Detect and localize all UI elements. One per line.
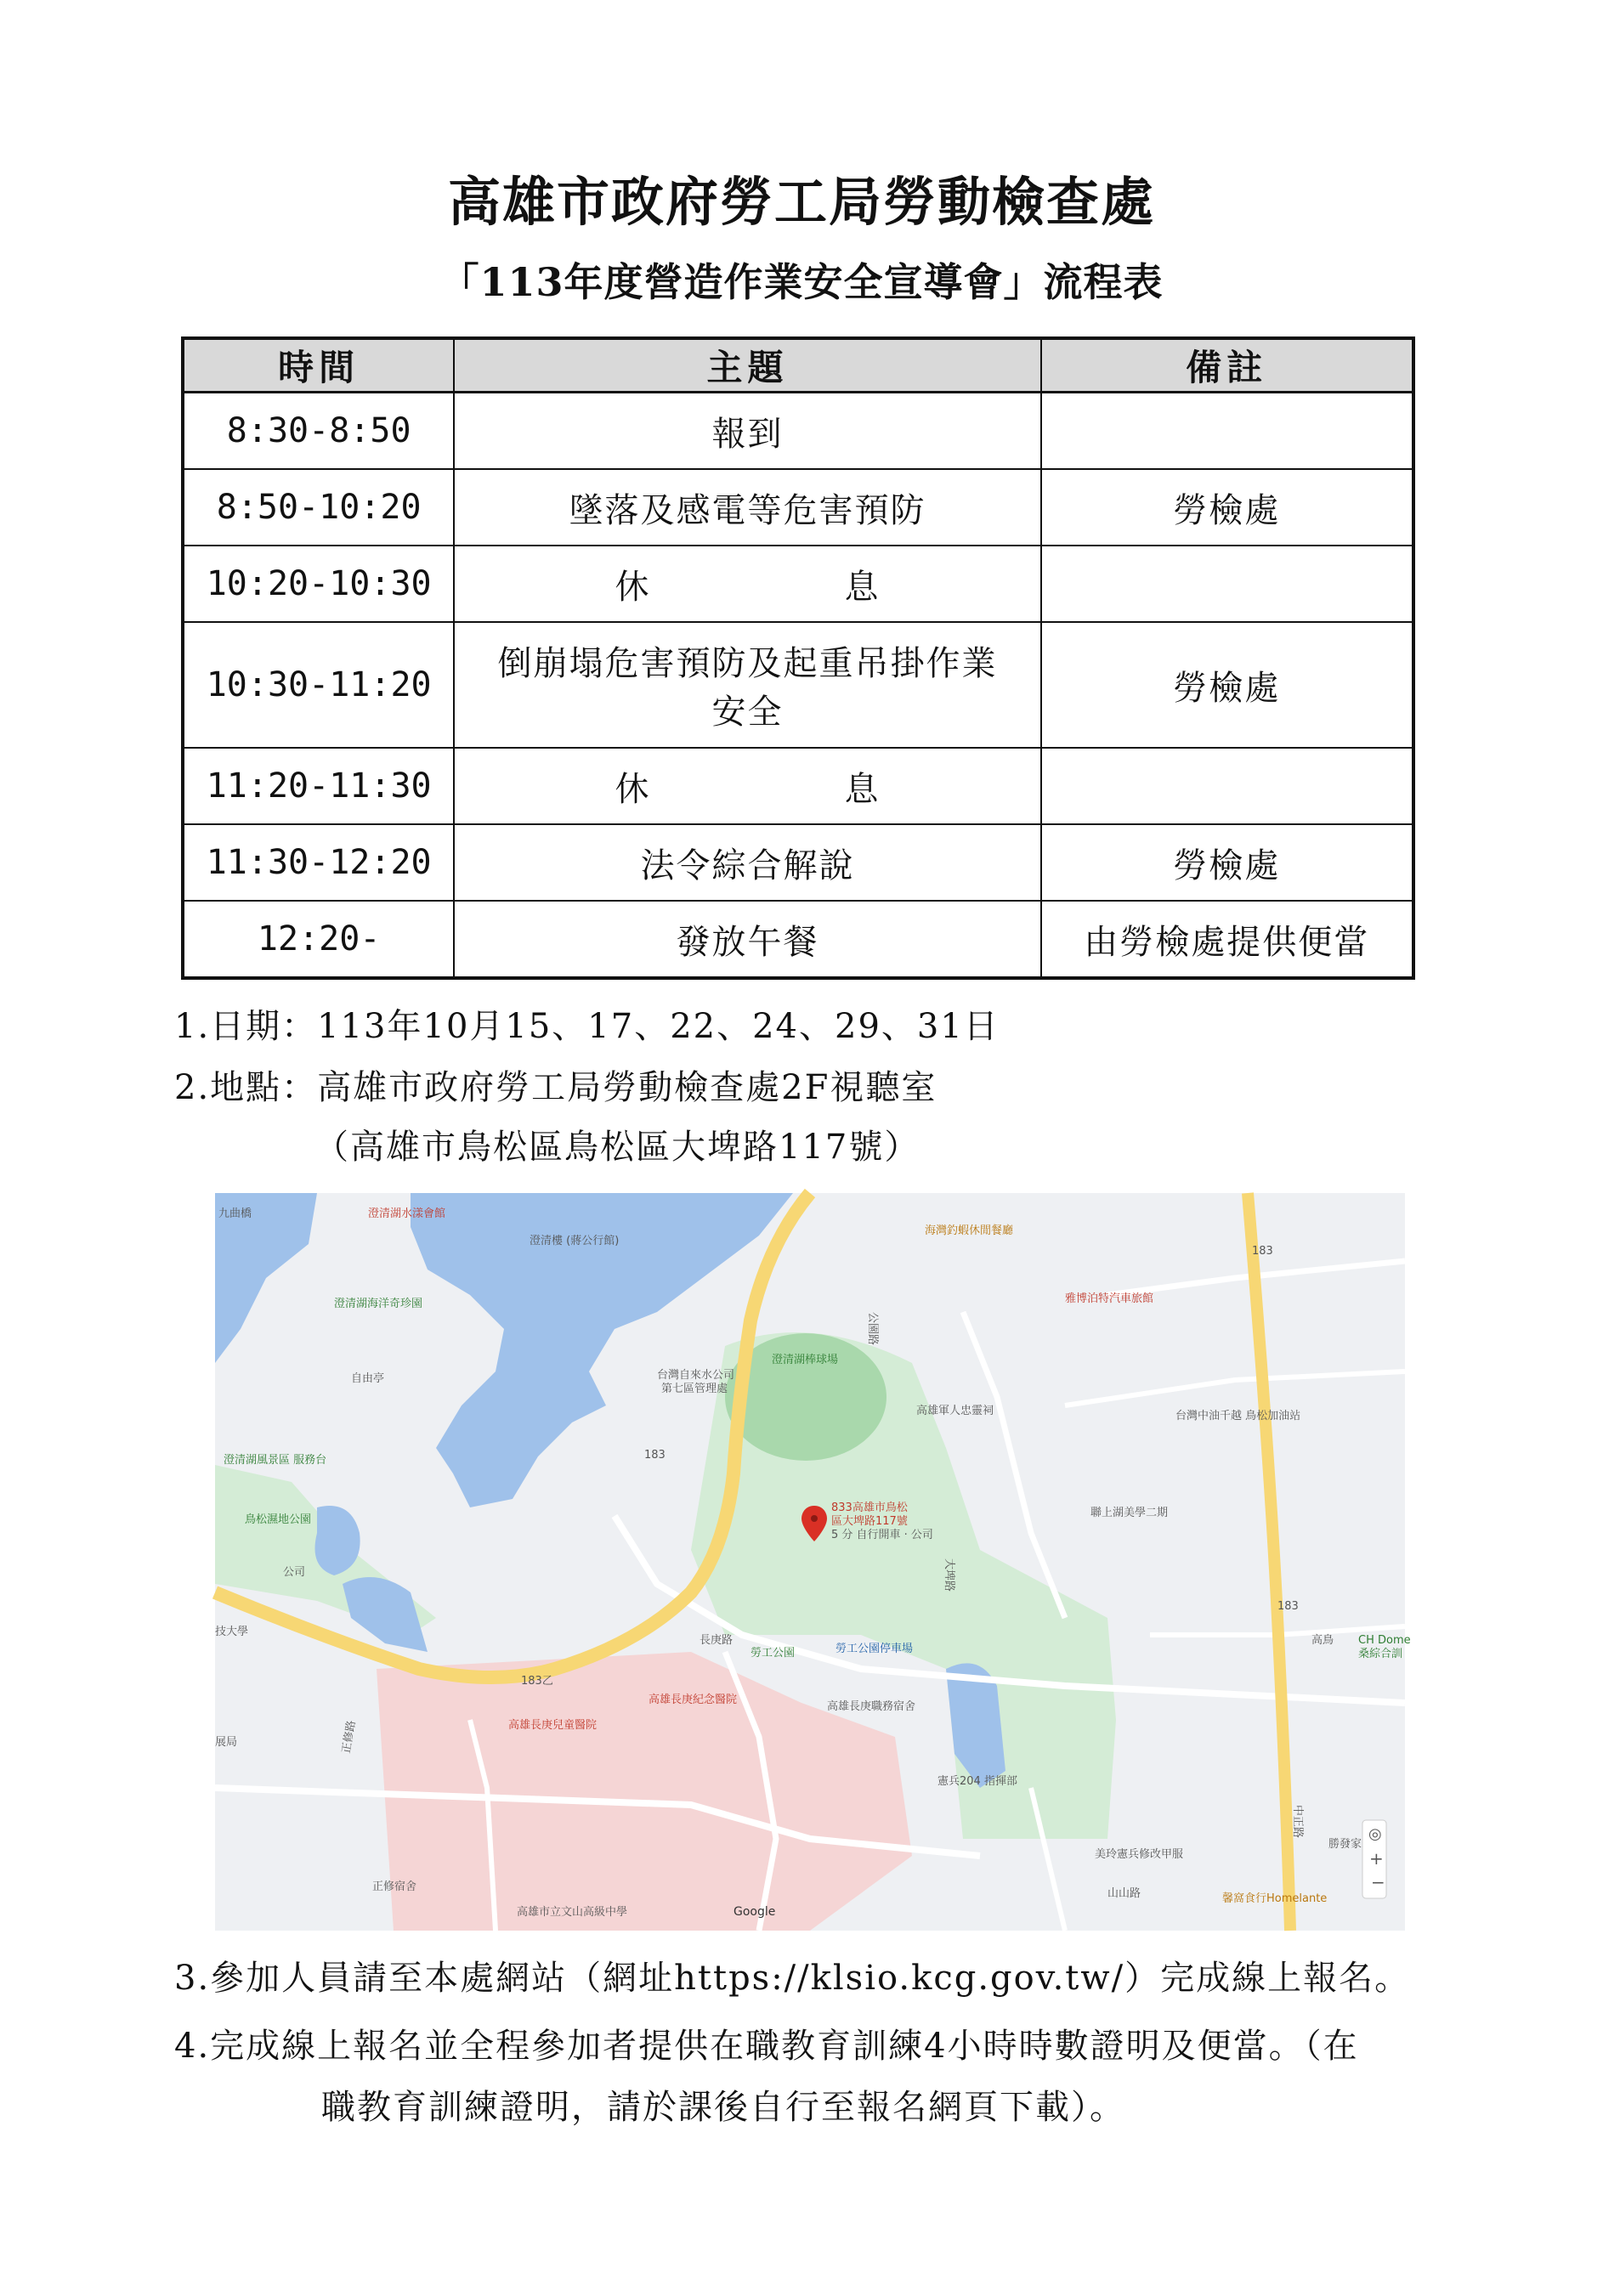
info-certificate-1: 4.完成線上報名並全程參加者提供在職教育訓練4小時時數證明及便當。（在 (174, 2027, 1359, 2066)
table-row (183, 748, 1413, 824)
map-label-destination-1: 833高雄市鳥松 (831, 1501, 908, 1514)
map-label-zhengxiu-dorm: 正修宿舍 (372, 1880, 417, 1893)
row-topic: 報到 (454, 393, 1040, 470)
map-label-ocean-museum: 澄清湖海洋奇珍園 (334, 1298, 423, 1310)
map-label-road-183: 183 (644, 1449, 666, 1462)
row-topic (454, 622, 1040, 748)
table-row (183, 393, 1413, 470)
map-label-company: 公司 (283, 1566, 306, 1579)
map-label-road-183r2: 183 (1277, 1600, 1299, 1613)
table-row (183, 546, 1413, 622)
table-row (183, 469, 1413, 546)
map-label-homelante: 馨窩食行Homelante (1222, 1892, 1328, 1905)
map-label-google: Google (734, 1905, 776, 1919)
map-label-gongyuan: 公園路 (866, 1312, 879, 1346)
map-label-fishing: 海灣釣蝦休閒餐廳 (925, 1224, 1014, 1237)
location-map[interactable] (215, 1193, 1411, 1931)
map-canvas (215, 1193, 1411, 1931)
row-topic (454, 546, 1040, 622)
map-label-jiefa: 勝發家 (1328, 1838, 1362, 1851)
table-header-row (183, 338, 1413, 393)
map-label-zhongxing: 澄清樓 (蔣公行館) (530, 1235, 620, 1247)
map-label-labor-parking: 勞工公園停車場 (835, 1643, 914, 1655)
map-label-changgeng-road: 長庚路 (700, 1634, 734, 1647)
rest-char-1: 休 (615, 769, 651, 809)
map-label-zhongzheng: 中正路 (1291, 1805, 1304, 1839)
map-label-meiling: 美玲憲兵修改甲服 (1095, 1848, 1184, 1861)
map-label-tech-univ: 技大學 (215, 1626, 249, 1638)
info-date: 1.日期：113年10月15、17、22、24、29、31日 (174, 1007, 1000, 1046)
map-label-wenshan: 高雄市立文山高級中學 (517, 1906, 628, 1919)
row-note: 勞檢處 (1041, 824, 1413, 901)
map-label-hospital-children: 高雄長庚兒童醫院 (508, 1719, 598, 1732)
map-label-water-museum: 澄清湖水漾會館 (368, 1207, 446, 1220)
row-time: 12:20- (183, 901, 454, 978)
row-time: 10:30-11:20 (183, 622, 454, 748)
map-label-ch-dome-1: CH Dome (1358, 1634, 1411, 1647)
map-zoom-in-icon[interactable]: + (1369, 1848, 1384, 1869)
row-note (1041, 748, 1413, 824)
row-time: 11:20-11:30 (183, 748, 454, 824)
map-label-ch-dome-2: 桑綜合訓 (1358, 1648, 1403, 1660)
row-topic (454, 748, 1040, 824)
document-subtitle: 「113年度營造作業安全宣導會」流程表 (439, 259, 1164, 305)
row-topic-line2: 安全 (711, 693, 784, 732)
map-label-veterans: 高雄軍人忠靈祠 (916, 1405, 994, 1417)
map-label-dapi: 大埤路 (943, 1558, 955, 1592)
header-topic: 主題 (454, 338, 1040, 393)
map-label-daiwei: 高鳥 (1311, 1634, 1334, 1647)
row-note: 勞檢處 (1041, 622, 1413, 748)
map-label-wetland: 鳥松濕地公園 (245, 1513, 312, 1526)
header-time: 時間 (183, 338, 454, 393)
row-topic-line1: 倒崩塌危害預防及起重吊掛作業 (497, 644, 998, 683)
map-label-destination-2: 區大埤路117號 (831, 1515, 908, 1528)
info-certificate-2: 職教育訓練證明，請於課後自行至報名網頁下載）。 (321, 2088, 1125, 2127)
map-label-baseball: 澄清湖棒球場 (772, 1354, 839, 1366)
map-label-military: 憲兵204 指揮部 (937, 1775, 1017, 1788)
info-register: 3.參加人員請至本處網站（網址https://klsio.kcg.gov.tw/）完成線上報名。 (174, 1959, 1411, 1998)
schedule-table (181, 336, 1415, 980)
table-row (183, 901, 1413, 978)
rest-char-2: 息 (844, 567, 881, 607)
map-label-bridge: 九曲橋 (218, 1207, 252, 1220)
map-locate-icon[interactable]: ◎ (1368, 1825, 1382, 1843)
row-time: 8:30-8:50 (183, 393, 454, 470)
table-row (183, 824, 1413, 901)
row-time: 10:20-10:30 (183, 546, 454, 622)
map-label-zhengxiu-road: 正修路 (340, 1719, 359, 1755)
row-note: 由勞檢處提供便當 (1041, 901, 1413, 978)
map-label-gas-station: 台灣中油千越 鳥松加油站 (1175, 1410, 1301, 1422)
info-location: 2.地點：高雄市政府勞工局勞動檢查處2F視聽室 (174, 1068, 937, 1107)
map-label-motel: 雅博泊特汽車旅館 (1065, 1292, 1154, 1305)
map-label-destination-3: 5 分 自行開車 · 公司 (831, 1529, 933, 1541)
rest-char-1: 休 (615, 567, 651, 607)
map-label-staff-dorm: 高雄長庚職務宿舍 (827, 1700, 916, 1713)
row-note: 勞檢處 (1041, 469, 1413, 546)
info-address: （高雄市鳥松區鳥松區大埤路117號） (314, 1128, 920, 1167)
map-label-road-183r: 183 (1252, 1245, 1273, 1258)
map-label-water-company: 台灣自來水公司 (657, 1369, 735, 1382)
row-time: 11:30-12:20 (183, 824, 454, 901)
map-label-scenic: 澄清湖風景區 服務台 (224, 1454, 327, 1467)
rest-char-2: 息 (844, 769, 881, 809)
row-topic: 法令綜合解說 (454, 824, 1040, 901)
row-note (1041, 393, 1413, 470)
row-note (1041, 546, 1413, 622)
map-zoom-out-icon[interactable]: − (1371, 1872, 1385, 1892)
map-label-shanshan: 山山路 (1107, 1887, 1141, 1900)
map-label-school-right: 聯上湖美學二期 (1090, 1507, 1169, 1519)
header-note: 備註 (1041, 338, 1413, 393)
map-label-labor-park: 勞工公園 (751, 1647, 796, 1660)
map-label-ziyou: 自由亭 (351, 1372, 385, 1385)
map-label-road-183b: 183乙 (521, 1675, 553, 1688)
map-label-hospital-memorial: 高雄長庚紀念醫院 (649, 1694, 738, 1706)
row-time: 8:50-10:20 (183, 469, 454, 546)
row-topic: 發放午餐 (454, 901, 1040, 978)
row-topic: 墜落及感電等危害預防 (454, 469, 1040, 546)
table-row (183, 622, 1413, 748)
map-label-water-company-2: 第七區管理處 (661, 1383, 728, 1395)
document-title: 高雄市政府勞工局勞動檢查處 (447, 171, 1155, 233)
map-label-bureau-left: 展局 (215, 1736, 238, 1749)
